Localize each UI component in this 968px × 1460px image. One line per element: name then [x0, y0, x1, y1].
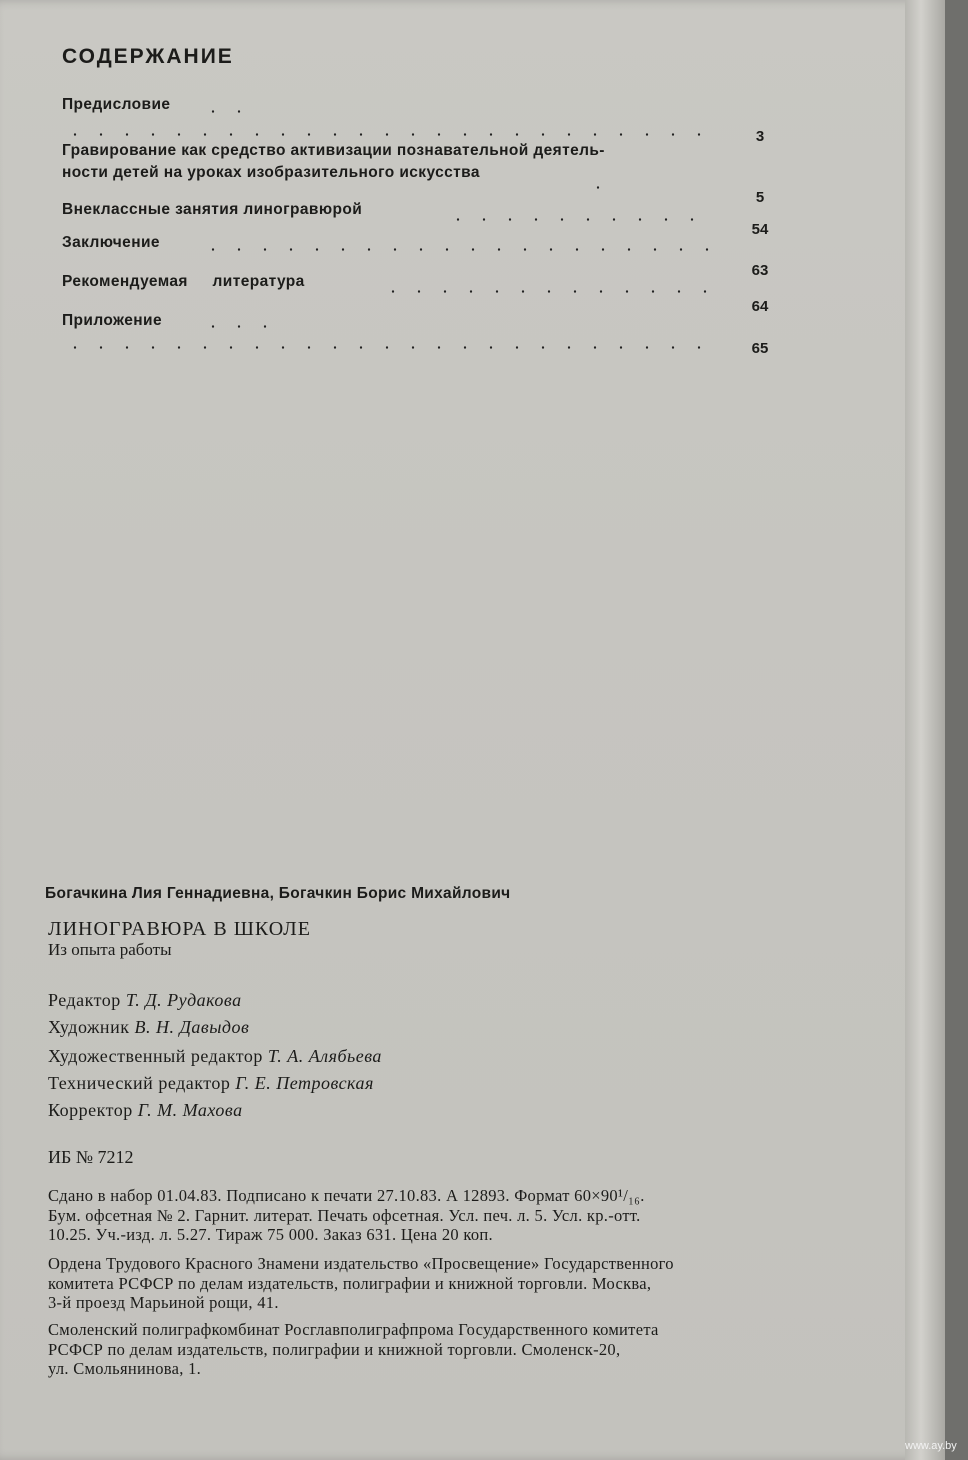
toc-leader [585, 186, 615, 189]
credit-editor [48, 990, 242, 1011]
watermark: www.ay.by [905, 1440, 957, 1452]
credit-role: Технический редактор [48, 1073, 231, 1093]
toc-entry-label: Рекомендуемая литература [62, 273, 305, 290]
toc-entry-label: Внеклассные занятия линогравюрой [62, 201, 363, 218]
toc-entry-label-line1: Гравирование как средство активизации познавательной деятель- [62, 142, 605, 159]
printer-line: РСФСР по делам издательств, полиграфии и книжной торговли. Смоленск-20, [48, 1339, 621, 1359]
book-title: ЛИНОГРАВЮРА В ШКОЛЕ [48, 918, 311, 940]
toc-entry-label: Заключение [62, 234, 160, 251]
credit-role: Редактор [48, 990, 121, 1010]
toc-entry-appendix [62, 310, 707, 332]
toc-entry-label: Предисловие [62, 96, 171, 113]
toc-page-number: 65 [751, 340, 769, 357]
printer-info [48, 1320, 908, 1379]
details-line: Бум. офсетная № 2. Гарнит. литерат. Печать офсетная. Усл. печ. л. 5. Усл. кр.-отт. [48, 1205, 641, 1225]
printing-details [48, 1186, 908, 1245]
credit-art-editor [48, 1046, 382, 1067]
toc-leader [200, 248, 720, 251]
toc-leader [62, 133, 712, 136]
toc-leader [200, 325, 270, 328]
toc-entry-engraving [62, 140, 707, 184]
publisher-line: комитета РСФСР по делам издательств, полиграфии и книжной торговли. Москва, [48, 1273, 652, 1293]
credit-role: Корректор [48, 1100, 133, 1120]
credit-technical-editor [48, 1073, 374, 1094]
toc-leader [380, 290, 720, 293]
page-edge [905, 0, 945, 1460]
publisher-info [48, 1254, 908, 1313]
credit-name: Г. Е. Петровская [235, 1073, 374, 1093]
printer-line: ул. Смольянинова, 1. [48, 1359, 202, 1378]
credit-name: В. Н. Давыдов [134, 1017, 250, 1037]
toc-leader [445, 218, 715, 221]
credit-role: Художник [48, 1017, 130, 1037]
authors: Богачкина Лия Геннадиевна, Богачкин Борис Михайлович [45, 885, 511, 902]
credit-proofreader [48, 1100, 243, 1121]
credit-name: Г. М. Махова [137, 1100, 243, 1120]
ib-number: ИБ № 7212 [48, 1147, 134, 1167]
details-line: 10.25. Уч.-изд. л. 5.27. Тираж 75 000. Заказ 631. Цена 20 коп. [48, 1225, 493, 1244]
credit-role: Художественный редактор [48, 1046, 263, 1066]
credit-name: Т. Д. Рудакова [125, 990, 242, 1010]
toc-page-number: 5 [755, 189, 765, 206]
toc-page-number: 63 [751, 262, 769, 279]
toc-entry-label-line2: ности детей на уроках изобразительного искусства [62, 164, 480, 181]
credit-artist [48, 1017, 249, 1038]
toc-entry-label: Приложение [62, 312, 162, 329]
publisher-line: Ордена Трудового Красного Знамени издательство «Просвещение» Государственного [48, 1254, 674, 1273]
credit-name: Т. А. Алябьева [267, 1046, 382, 1066]
toc-leader [200, 110, 250, 113]
printer-line: Смоленский полиграфкомбинат Росглавполиграфпрома Государственного комитета [48, 1320, 659, 1339]
details-line: Сдано в набор 01.04.83. Подписано к печати 27.10.83. А 12893. Формат 60×90¹/₁₆. [48, 1186, 645, 1205]
toc-entry-preface [62, 94, 707, 116]
toc-page-number: 3 [755, 128, 765, 145]
toc-page-number: 54 [751, 221, 769, 238]
toc-heading: СОДЕРЖАНИЕ [62, 45, 234, 68]
publisher-line: 3-й проезд Марьиной рощи, 41. [48, 1293, 279, 1312]
toc-page-number: 64 [751, 298, 769, 315]
book-subtitle: Из опыта работы [48, 940, 172, 959]
toc-leader [62, 346, 717, 349]
